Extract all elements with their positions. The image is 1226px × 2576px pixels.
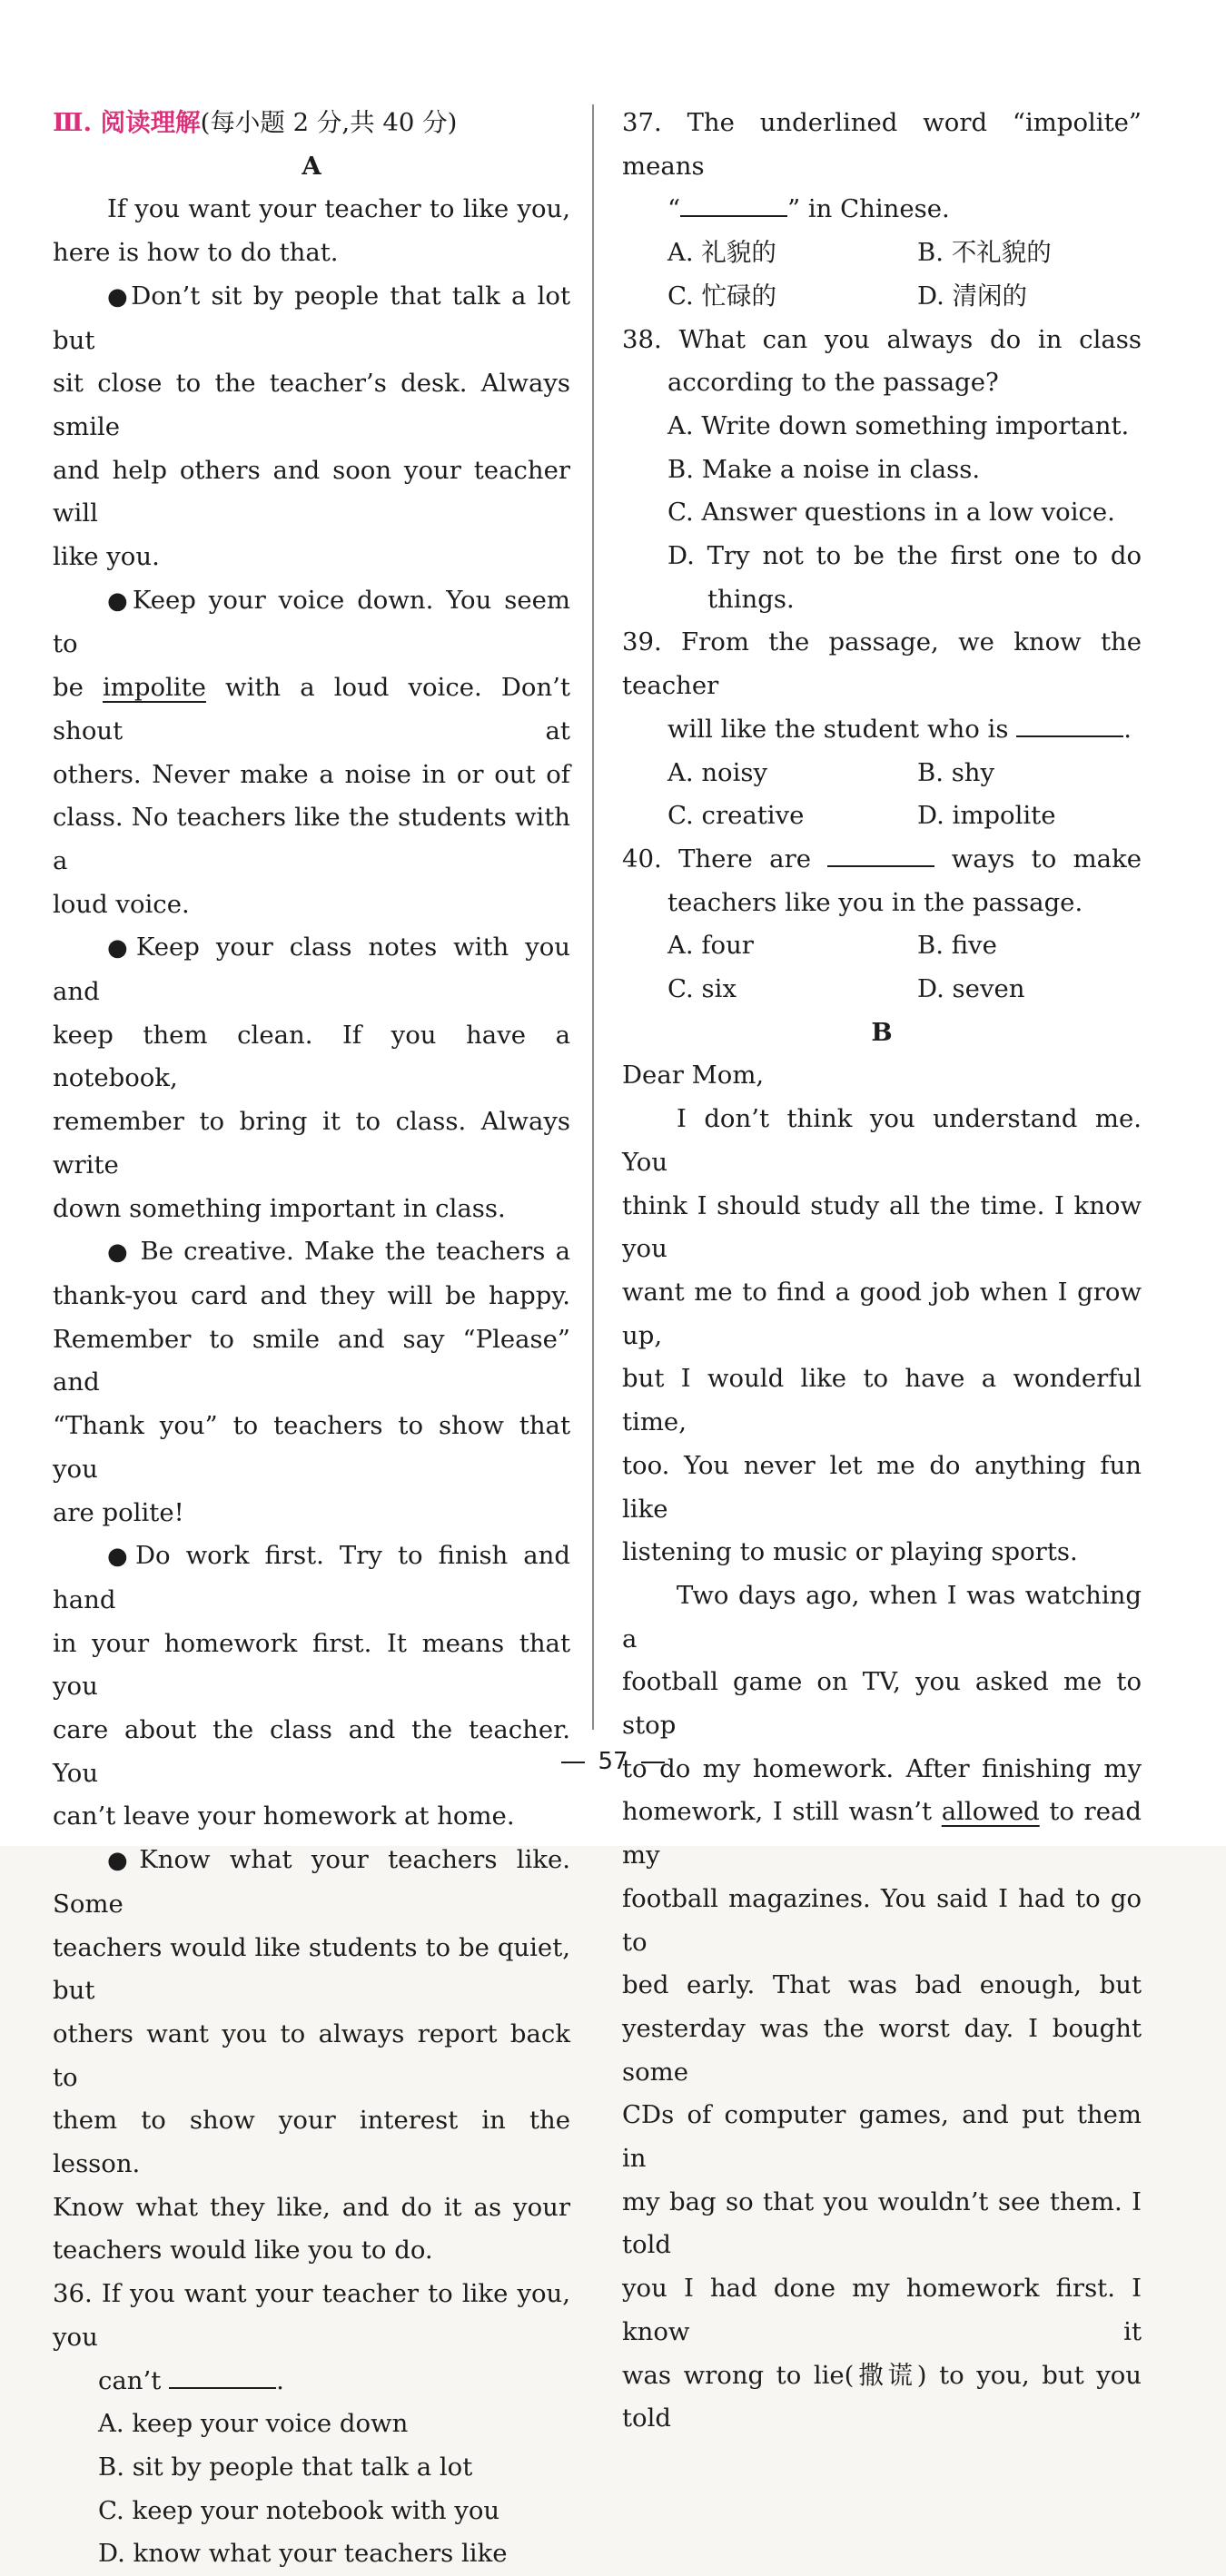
- option-b[interactable]: B. sit by people that talk a lot: [98, 2452, 473, 2482]
- text-line: Keep your class notes with you and: [53, 933, 570, 1007]
- text-line: If you want your teacher to like you,: [107, 194, 570, 224]
- tip-3: [53, 926, 570, 1230]
- option-a[interactable]: A. 礼貌的: [667, 238, 776, 268]
- section-title-text: Ⅲ. 阅读理解: [53, 108, 201, 137]
- option-a[interactable]: A. Write down something important.: [667, 410, 1130, 440]
- bullet-icon: ●: [107, 587, 133, 615]
- question-39: [622, 621, 1142, 838]
- text-line: Know what your teachers like. Some: [53, 1845, 570, 1919]
- tip-5: [53, 1535, 570, 1839]
- question-stem: 39. From the passage, we know the teacher: [622, 627, 1142, 701]
- option-b[interactable]: B. 不礼貌的: [917, 238, 1052, 268]
- text-line: like you.: [53, 542, 160, 572]
- text-line: thank-you card and they will be happy.: [53, 1280, 570, 1310]
- text-line: to do my homework. After finishing my: [622, 1753, 1142, 1783]
- text-line: teachers would like you to do.: [53, 2235, 433, 2265]
- answer-blank[interactable]: [169, 2360, 276, 2389]
- bullet-icon: ●: [107, 1847, 140, 1875]
- section-title: [53, 102, 570, 145]
- text-line: Know what they like, and do it as your: [53, 2192, 570, 2222]
- text-word: be: [53, 673, 84, 703]
- text-line: football magazines. You said I had to go to: [622, 1883, 1142, 1957]
- text-line: Do work first. Try to finish and hand: [53, 1541, 570, 1614]
- option-d[interactable]: D. know what your teachers like: [98, 2539, 508, 2569]
- text-line: in your homework first. It means that you: [53, 1628, 570, 1702]
- question-40: [622, 838, 1142, 1012]
- option-a[interactable]: A. four: [667, 931, 754, 961]
- option-c[interactable]: C. Answer questions in a low voice.: [667, 498, 1115, 528]
- text-line: my bag so that you wouldn’t see them. I told: [622, 2186, 1142, 2260]
- option-d[interactable]: D. impolite: [917, 801, 1056, 831]
- answer-blank[interactable]: [1016, 708, 1123, 737]
- passage-b-heading: B: [871, 1017, 893, 1047]
- text-line: others want you to always report back to: [53, 2018, 570, 2092]
- text-line: are polite!: [53, 1497, 184, 1527]
- text-line: can’t leave your homework at home.: [53, 1801, 515, 1831]
- letter-paragraph-2: [622, 1574, 1142, 2441]
- text-line: sit close to the teacher’s desk. Always smile: [53, 369, 570, 441]
- option-d-continued: things.: [707, 584, 795, 614]
- question-stem-end: .: [276, 2365, 284, 2395]
- option-d[interactable]: D. seven: [917, 974, 1025, 1004]
- question-37: [622, 102, 1142, 319]
- text-line: keep them clean. If you have a notebook,: [53, 1020, 570, 1093]
- answer-blank[interactable]: [827, 838, 934, 867]
- text-line: bed early. That was bad enough, but: [622, 1970, 1142, 2000]
- text-line: teachers would like students to be quiet, but: [53, 1932, 570, 2006]
- option-a[interactable]: A. noisy: [667, 757, 768, 787]
- bullet-icon: ●: [107, 1543, 135, 1571]
- text-line: class. No teachers like the students with a: [53, 803, 570, 875]
- bullet-icon: ●: [107, 282, 132, 311]
- bullet-icon: ●: [107, 934, 136, 962]
- text-line: care about the class and the teacher. You: [53, 1715, 570, 1788]
- tip-6: [53, 1839, 570, 2273]
- text-word: with a loud voice. Don’t shout at: [53, 673, 570, 745]
- question-38: [622, 319, 1142, 622]
- question-stem: can’t: [98, 2365, 162, 2395]
- letter-salutation: Dear Mom,: [622, 1061, 765, 1091]
- text-line: down something important in class.: [53, 1193, 506, 1223]
- text-line: but I would like to have a wonderful time,: [622, 1364, 1142, 1437]
- question-stem: 40. There are: [622, 844, 811, 873]
- option-a[interactable]: A. keep your voice down: [98, 2409, 409, 2439]
- option-c[interactable]: C. 忙碌的: [667, 281, 777, 311]
- text-line: Keep your voice down. You seem to: [53, 585, 570, 659]
- text-line: football game on TV, you asked me to stop: [622, 1667, 1142, 1741]
- question-stem: teachers like you in the passage.: [667, 887, 1083, 917]
- tip-1: [53, 275, 570, 579]
- question-stem-end: .: [1123, 714, 1132, 744]
- page-number-text: 57: [598, 1748, 628, 1775]
- passage-a-heading: A: [302, 151, 321, 181]
- column-divider: [592, 104, 594, 1730]
- question-stem: 36. If you want your teacher to like you, you: [53, 2279, 570, 2352]
- underlined-word-impolite: impolite: [102, 673, 206, 703]
- left-column: [53, 102, 570, 2576]
- text-line: them to show your interest in the lesson.: [53, 2106, 570, 2179]
- text-line: “Thank you” to teachers to show that you: [53, 1411, 570, 1484]
- question-stem: will like the student who is: [667, 714, 1009, 744]
- right-column: [622, 102, 1142, 2441]
- question-stem: ways to make: [951, 844, 1142, 873]
- dash-left: [561, 1762, 585, 1763]
- question-stem: “: [667, 194, 681, 224]
- text-word: homework, I still wasn’t: [622, 1797, 933, 1827]
- tip-2: [53, 579, 570, 927]
- text-line: CDs of computer games, and put them in: [622, 2100, 1142, 2174]
- option-d[interactable]: D. Try not to be the first one to do: [667, 541, 1142, 571]
- tip-4: [53, 1230, 570, 1535]
- passage-a-intro: [53, 188, 570, 274]
- section-score: (每小题 2 分,共 40 分): [200, 108, 458, 137]
- text-line: others. Never make a noise in or out of: [53, 759, 570, 789]
- option-b[interactable]: B. Make a noise in class.: [667, 454, 981, 484]
- text-line: Be creative. Make the teachers a: [140, 1237, 570, 1267]
- question-stem: 38. What can you always do in class: [622, 324, 1142, 354]
- text-line: too. You never let me do anything fun like: [622, 1450, 1142, 1524]
- question-stem: ” in Chinese.: [787, 194, 950, 224]
- text-line: think I should study all the time. I know you: [622, 1190, 1142, 1264]
- dash-right: [641, 1762, 665, 1763]
- option-c[interactable]: C. creative: [667, 801, 805, 831]
- text-line: you I had done my homework first. I know it: [622, 2274, 1142, 2346]
- text-line: here is how to do that.: [53, 238, 339, 268]
- text-line: yesterday was the worst day. I bought some: [622, 2013, 1142, 2087]
- question-stem: 37. The underlined word “impolite” means: [622, 108, 1142, 181]
- option-c[interactable]: C. keep your notebook with you: [98, 2495, 500, 2525]
- text-line: I don’t think you understand me. You: [622, 1104, 1142, 1177]
- page-number: [0, 1748, 1226, 1775]
- text-line: loud voice.: [53, 889, 190, 919]
- text-line: want me to find a good job when I grow up,: [622, 1277, 1142, 1350]
- text-line: listening to music or playing sports.: [622, 1537, 1078, 1567]
- text-line: Remember to smile and say “Please” and: [53, 1324, 570, 1397]
- question-stem: according to the passage?: [667, 368, 999, 398]
- text-line: remember to bring it to class. Always write: [53, 1107, 570, 1179]
- text-line: was wrong to lie(撒谎) to you, but you told: [622, 2360, 1142, 2433]
- option-b[interactable]: B. five: [917, 931, 997, 961]
- text-line: Don’t sit by people that talk a lot but: [53, 281, 571, 355]
- answer-blank[interactable]: [680, 188, 787, 217]
- text-word: to read my: [622, 1797, 1142, 1870]
- option-c[interactable]: C. six: [667, 974, 737, 1004]
- text-line: and help others and soon your teacher will: [53, 455, 570, 528]
- option-b[interactable]: B. shy: [917, 757, 995, 787]
- underlined-word-allowed: allowed: [941, 1797, 1040, 1827]
- text-line: Two days ago, when I was watching a: [622, 1580, 1142, 1653]
- option-d[interactable]: D. 清闲的: [917, 281, 1028, 311]
- letter-paragraph-1: [622, 1098, 1142, 1574]
- bullet-icon: ●: [107, 1239, 131, 1267]
- question-36: [53, 2273, 570, 2576]
